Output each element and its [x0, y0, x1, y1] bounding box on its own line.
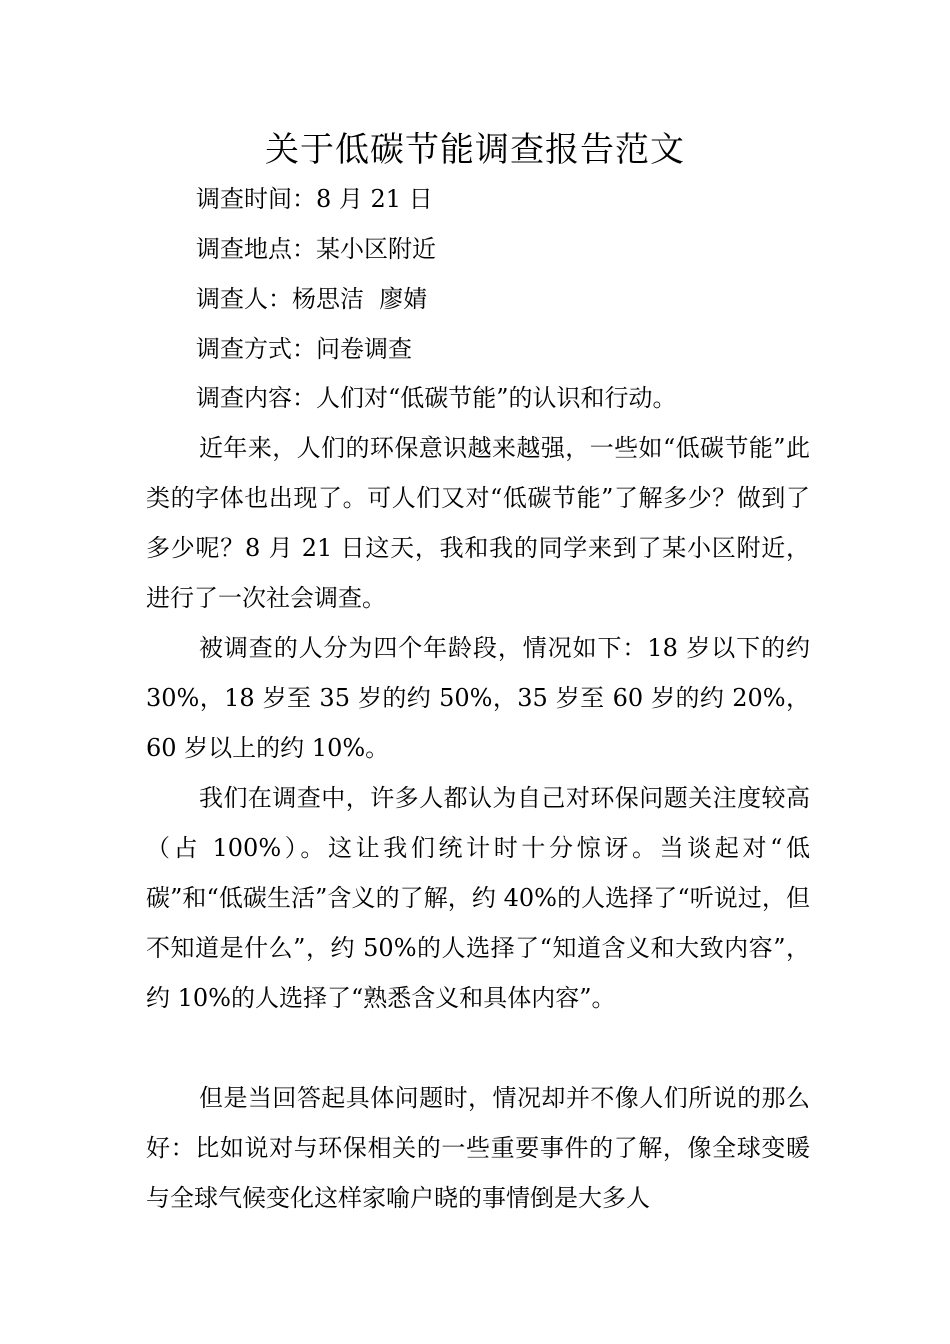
- meta-label: 调查时间：: [196, 185, 316, 213]
- meta-survey-method: [196, 329, 836, 369]
- body-paragraph-age-groups: 被调查的人分为四个年龄段，情况如下：18 岁以下的约 30%，18 岁至 35 岁的约 50%，35 岁至 60 岁的约 20%，60 岁以上的约 10%。: [146, 634, 810, 762]
- meta-value: 问卷调查: [316, 335, 412, 363]
- meta-label: 调查地点：: [196, 235, 316, 263]
- body-paragraph-awareness: 我们在调查中，许多人都认为自己对环保问题关注度较高（占 100%）。这让我们统计时十分惊讶。当谈起对“低碳”和“低碳生活”含义的了解，约 40%的人选择了“听说过，但不知道是什么”，约 50%的人选择了“知道含义和大致内容”，约 10%的人选择了“熟悉含义和具体内容”。: [146, 784, 810, 1012]
- body-paragraph-specifics: 但是当回答起具体问题时，情况却并不像人们所说的那么好：比如说对与环保相关的一些重要事件的了解，像全球变暖与全球气候变化这样家喻户晓的事情倒是大多人: [146, 1084, 810, 1212]
- meta-surveyors: [196, 279, 836, 319]
- meta-value: 人们对“低碳节能”的认识和行动。: [316, 384, 677, 412]
- meta-value: 杨思洁 廖婧: [292, 285, 428, 313]
- body-paragraph-intro: 近年来，人们的环保意识越来越强，一些如“低碳节能”此类的字体也出现了。可人们又对“低碳节能”了解多少？做到了多少呢？8 月 21 日这天，我和我的同学来到了某小区附近，进行了一次社会调查。: [146, 434, 810, 612]
- meta-label: 调查内容：: [196, 384, 316, 412]
- meta-survey-time: [196, 179, 836, 219]
- document-title: 关于低碳节能调查报告范文: [265, 130, 685, 170]
- meta-value: 8 月 21 日: [316, 185, 433, 213]
- meta-survey-location: [196, 229, 836, 269]
- meta-value: 某小区附近: [316, 235, 436, 263]
- meta-label: 调查方式：: [196, 335, 316, 363]
- meta-label: 调查人：: [196, 285, 292, 313]
- meta-survey-content: [196, 378, 836, 418]
